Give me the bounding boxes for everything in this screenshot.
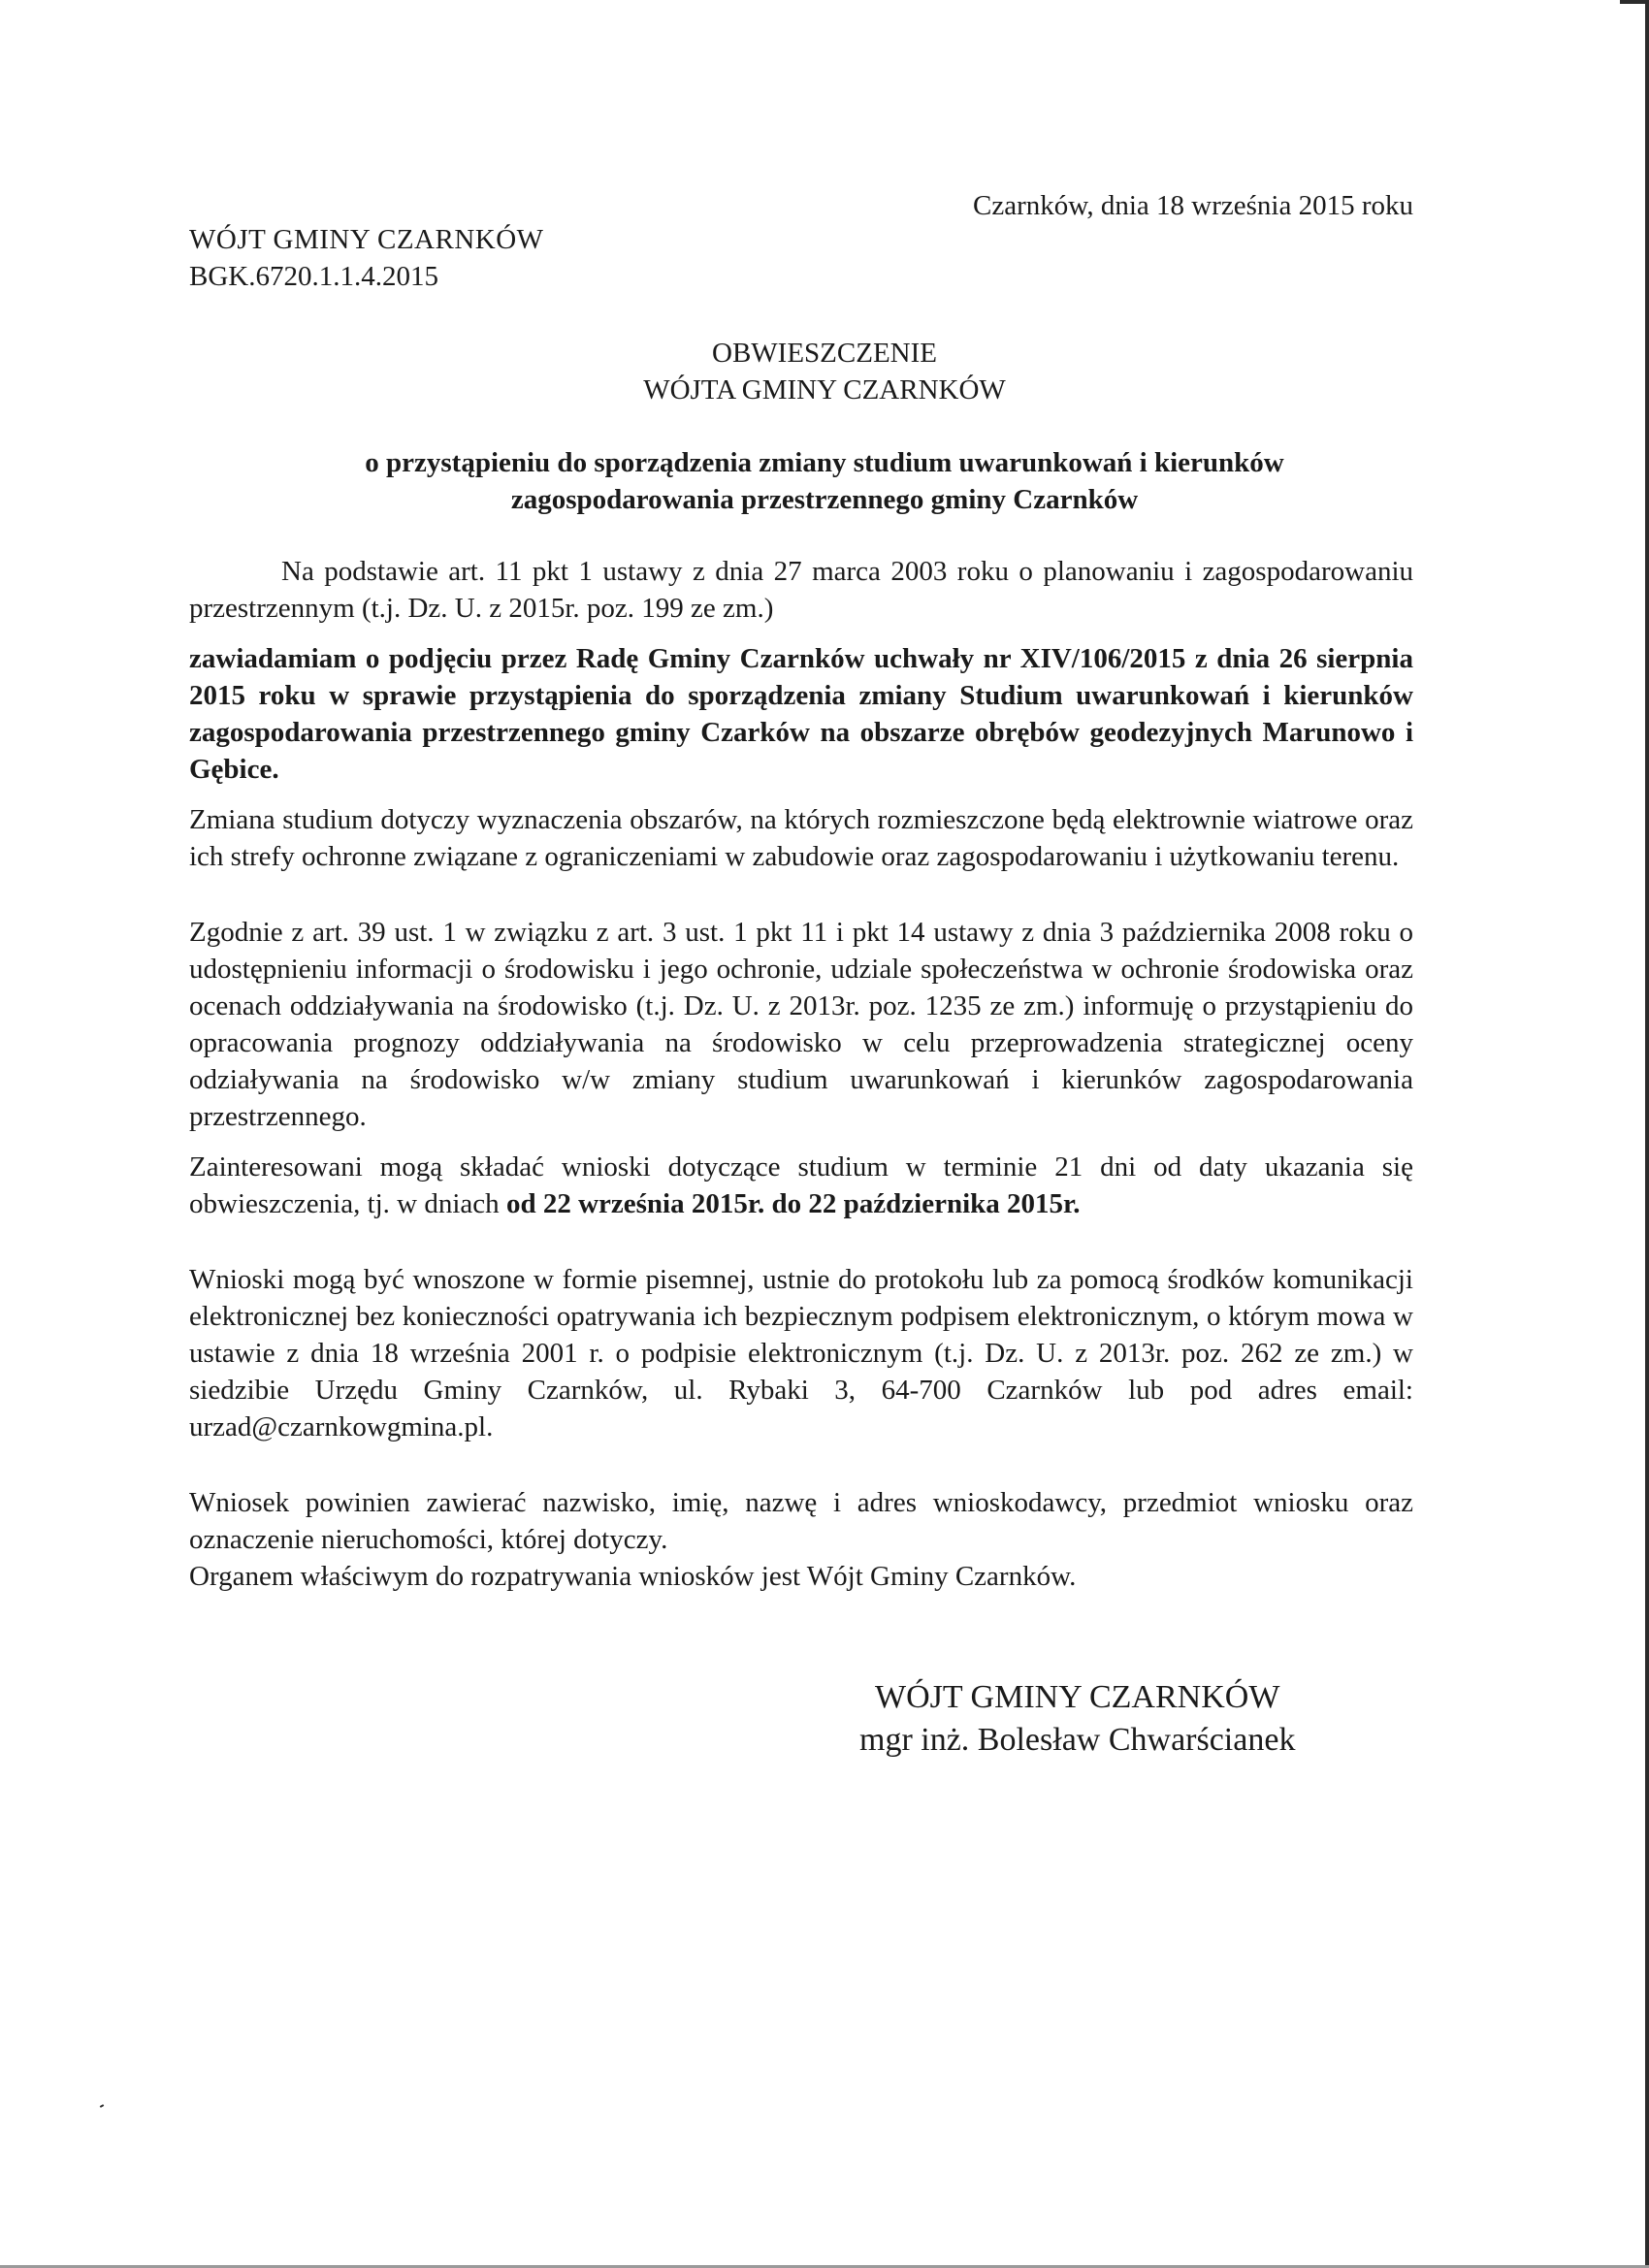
submission-paragraph: Wnioski mogą być wnoszone w formie pisemnej, ustnie do protokołu lub za pomocą środków komunikacji elektronicznej bez konieczności opatrywania ich bezpiecznym podpisem elektronicznym, o którym mowa w ustawie z dnia 18 września 2001 r. o podpisie elektronicznym (t.j. Dz. U. z 2013r. poz. 262 ze zm.) w siedzibie Urzędu Gminy Czarnków, ul. Rybaki 3, 64-700 Czarnków lub pod adres email: urzad@czarnkowgmina.pl. xyxy=(189,1264,1413,1442)
reference-number: BGK.6720.1.1.4.2015 xyxy=(189,261,438,292)
place-date: Czarnków, dnia 18 września 2015 roku xyxy=(973,190,1413,221)
signature-title: WÓJT GMINY CZARNKÓW xyxy=(875,1679,1280,1715)
issuing-authority: WÓJT GMINY CZARNKÓW xyxy=(189,224,544,255)
title-line-1: OBWIESZCZENIE xyxy=(712,338,937,369)
announcement-paragraph: zawiadamiam o podjęciu przez Radę Gminy Czarnków uchwały nr XIV/106/2015 z dnia 26 sierpnia 2015 roku w sprawie przystąpienia do sporządzenia zmiany Studium uwarunkowań i kierunków zagospodarowania przestrzennego gminy Czarków na obszarze obrębów geodezyjnych Marunowo i Gębice. xyxy=(189,643,1413,785)
deadline-dates: od 22 września 2015r. do 22 października 2015r. xyxy=(505,1188,1081,1219)
environment-paragraph: Zgodnie z art. 39 ust. 1 w związku z art. 3 ust. 1 pkt 11 i pkt 14 ustawy z dnia 3 października 2008 roku o udostępnieniu informacji o środowisku i jego ochronie, udziale społeczeństwa w ochronie środowiska oraz ocenach oddziaływania na środowisko (t.j. Dz. U. z 2013r. poz. 1235 ze zm.) informuję o przystąpieniu do opracowania prognozy oddziaływania na środowisko w celu przeprowadzenia strategicznej oceny odziaływania na środowisko w/w zmiany studium uwarunkowań i kierunków zagospodarowania przestrzennego. xyxy=(189,917,1413,1132)
document-title xyxy=(0,335,1649,408)
requirements-paragraph: Wniosek powinien zawierać nazwisko, imię, nazwę i adres wnioskodawcy, przedmiot wniosku oraz oznaczenie nieruchomości, której dotyczy. xyxy=(189,1487,1413,1555)
competent-body-paragraph: Organem właściwym do rozpatrywania wniosków jest Wójt Gminy Czarnków. xyxy=(189,1561,1077,1592)
subject-line-1: o przystąpieniu do sporządzenia zmiany studium uwarunkowań i kierunków xyxy=(365,447,1284,478)
legal-basis-paragraph: Na podstawie art. 11 pkt 1 ustawy z dnia 27 marca 2003 roku o planowaniu i zagospodarowaniu przestrzennym (t.j. Dz. U. z 2015r. poz. 199 ze zm.) xyxy=(189,556,1413,624)
scan-border-top xyxy=(1620,0,1649,4)
letterhead xyxy=(189,221,544,295)
title-line-2: WÓJTA GMINY CZARNKÓW xyxy=(643,374,1006,405)
deadline-paragraph xyxy=(189,1149,1413,1222)
signature-name: mgr inż. Bolesław Chwarścianek xyxy=(859,1722,1296,1758)
deadline-intro: Zainteresowani mogą składać wnioski dotyczące studium w terminie 21 dni od daty ukazania się obwieszczenia, tj. w dniach xyxy=(189,1151,1413,1219)
scan-speck xyxy=(100,2104,104,2108)
signature-block xyxy=(859,1676,1295,1762)
subject-line-2: zagospodarowania przestrzennego gminy Czarnków xyxy=(510,484,1139,515)
document-subject xyxy=(0,444,1649,518)
scope-paragraph: Zmiana studium dotyczy wyznaczenia obszarów, na których rozmieszczone będą elektrownie wiatrowe oraz ich strefy ochronne związane z ograniczeniami w zabudowie oraz zagospodarowaniu i użytkowaniu terenu. xyxy=(189,804,1413,872)
document-body xyxy=(189,553,1413,1595)
